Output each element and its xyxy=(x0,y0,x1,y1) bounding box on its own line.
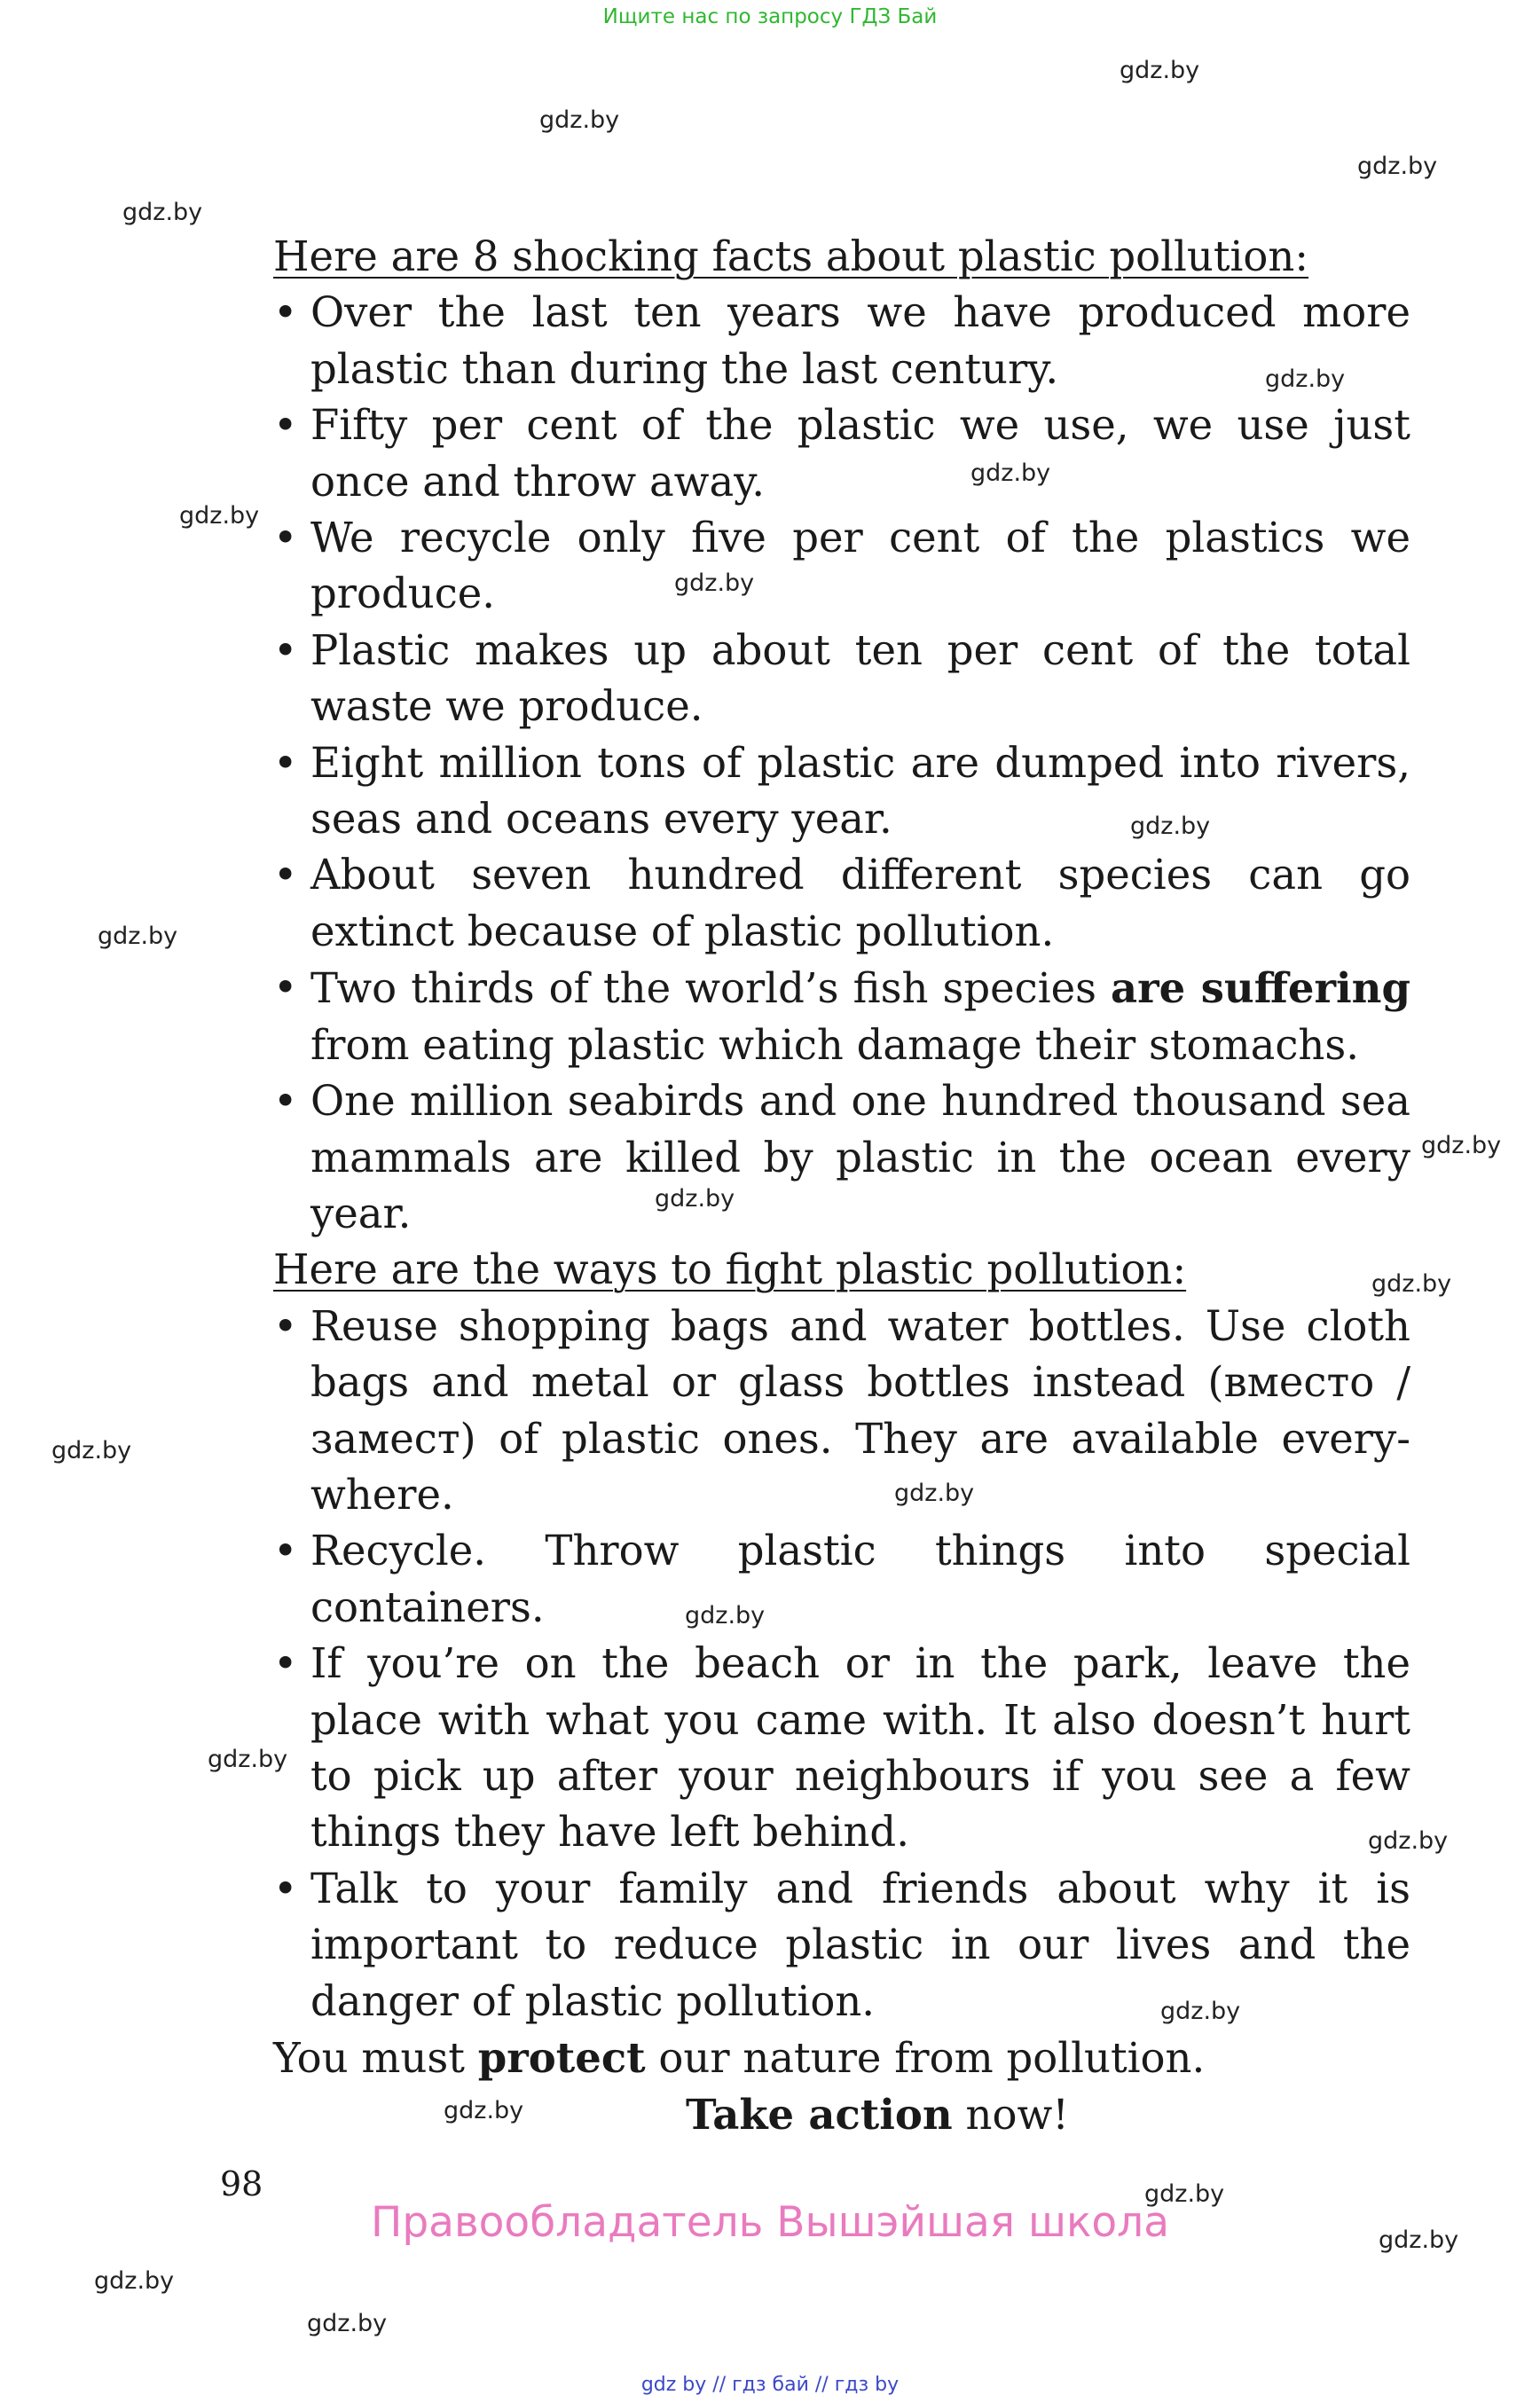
fact-item: • One million seabirds and one hundred thousand sea mammals are killed by plastic in the ocean every year. xyxy=(273,1073,1410,1242)
watermark: gdz.by xyxy=(1144,2180,1225,2208)
watermark: gdz.by xyxy=(179,502,260,530)
watermark: gdz.by xyxy=(685,1602,766,1629)
watermark: gdz.by xyxy=(444,2097,524,2124)
watermark: gdz.by xyxy=(1371,1270,1452,1298)
call-to-action xyxy=(273,2086,1410,2143)
closing-text: You must xyxy=(273,2034,478,2082)
watermark: gdz.by xyxy=(1265,365,1346,393)
watermark: gdz.by xyxy=(94,2267,175,2295)
fact-item: • We recycle only five per cent of the plastics we produce. xyxy=(273,510,1410,623)
way-item: • Talk to your family and friends about why it is important to reduce plastic in our lives and the danger of plastic pollution. xyxy=(273,1861,1410,2030)
footer-links[interactable]: gdz by // гдз бай // гдз by xyxy=(640,2374,900,2396)
watermark: gdz.by xyxy=(970,459,1051,487)
fact-item: • About seven hundred different species can go extinct because of plastic pollution. xyxy=(273,847,1410,960)
closing-bold-text: protect xyxy=(477,2033,646,2082)
facts-heading: Here are 8 shocking facts about plastic pollution: xyxy=(273,232,1309,280)
fact-item: • Plastic makes up about ten per cent of the total waste we produce. xyxy=(273,623,1410,735)
watermark: gdz.by xyxy=(1120,57,1200,84)
watermark: gdz.by xyxy=(655,1185,735,1213)
closing-line xyxy=(273,2030,1410,2086)
call-to-action-bold: Take action xyxy=(686,2090,953,2140)
fact-text: from eating plastic which damage their stomachs. xyxy=(310,1020,1360,1069)
watermark: gdz.by xyxy=(51,1437,132,1465)
fact-item: • Over the last ten years we have produced more plastic than during the last century. xyxy=(273,285,1410,397)
call-to-action-text: now! xyxy=(952,2091,1069,2140)
watermark: gdz.by xyxy=(98,923,178,950)
fact-item: • Eight million tons of plastic are dumped into rivers, seas and oceans every year. xyxy=(273,735,1410,848)
page-number: 98 xyxy=(220,2164,263,2203)
watermark: gdz.by xyxy=(1130,813,1211,840)
way-item: • Recycle. Throw plastic things into special containers. xyxy=(273,1523,1410,1636)
top-notice: Ищите нас по запросу ГДЗ Бай xyxy=(602,5,938,28)
ways-heading: Here are the ways to fight plastic pollution: xyxy=(273,1245,1187,1294)
watermark: gdz.by xyxy=(1368,1827,1449,1855)
fact-item: • Fifty per cent of the plastic we use, we use just once and throw away. xyxy=(273,397,1410,510)
watermark: gdz.by xyxy=(539,106,620,134)
watermark: gdz.by xyxy=(1160,1998,1241,2025)
page-content xyxy=(273,229,1410,2144)
watermark: gdz.by xyxy=(307,2310,388,2337)
closing-text: our nature from pollution. xyxy=(645,2034,1206,2082)
watermark: gdz.by xyxy=(1421,1132,1502,1159)
watermark: gdz.by xyxy=(1357,153,1438,180)
fact-text: Two thirds of the world’s fish species xyxy=(310,964,1112,1013)
watermark: gdz.by xyxy=(674,569,755,597)
watermark: gdz.by xyxy=(208,1746,288,1773)
copyright-holder: Правообладатель Вышэйшая школа xyxy=(371,2198,1169,2247)
fact-bold-text: are suffering xyxy=(1111,963,1410,1013)
fact-item xyxy=(273,960,1410,1073)
watermark: gdz.by xyxy=(894,1480,975,1507)
watermark: gdz.by xyxy=(1379,2226,1459,2254)
way-item: • Reuse shopping bags and water bottles. Use cloth bags and metal or glass bottles instead (вместо / замест) of plastic ones. They are available every-where. xyxy=(273,1299,1410,1524)
watermark: gdz.by xyxy=(122,199,203,226)
way-item: • If you’re on the beach or in the park, leave the place with what you came with. It also doesn’t hurt to pick up after your neighbours if you see a few things they have left behind. xyxy=(273,1636,1410,1861)
